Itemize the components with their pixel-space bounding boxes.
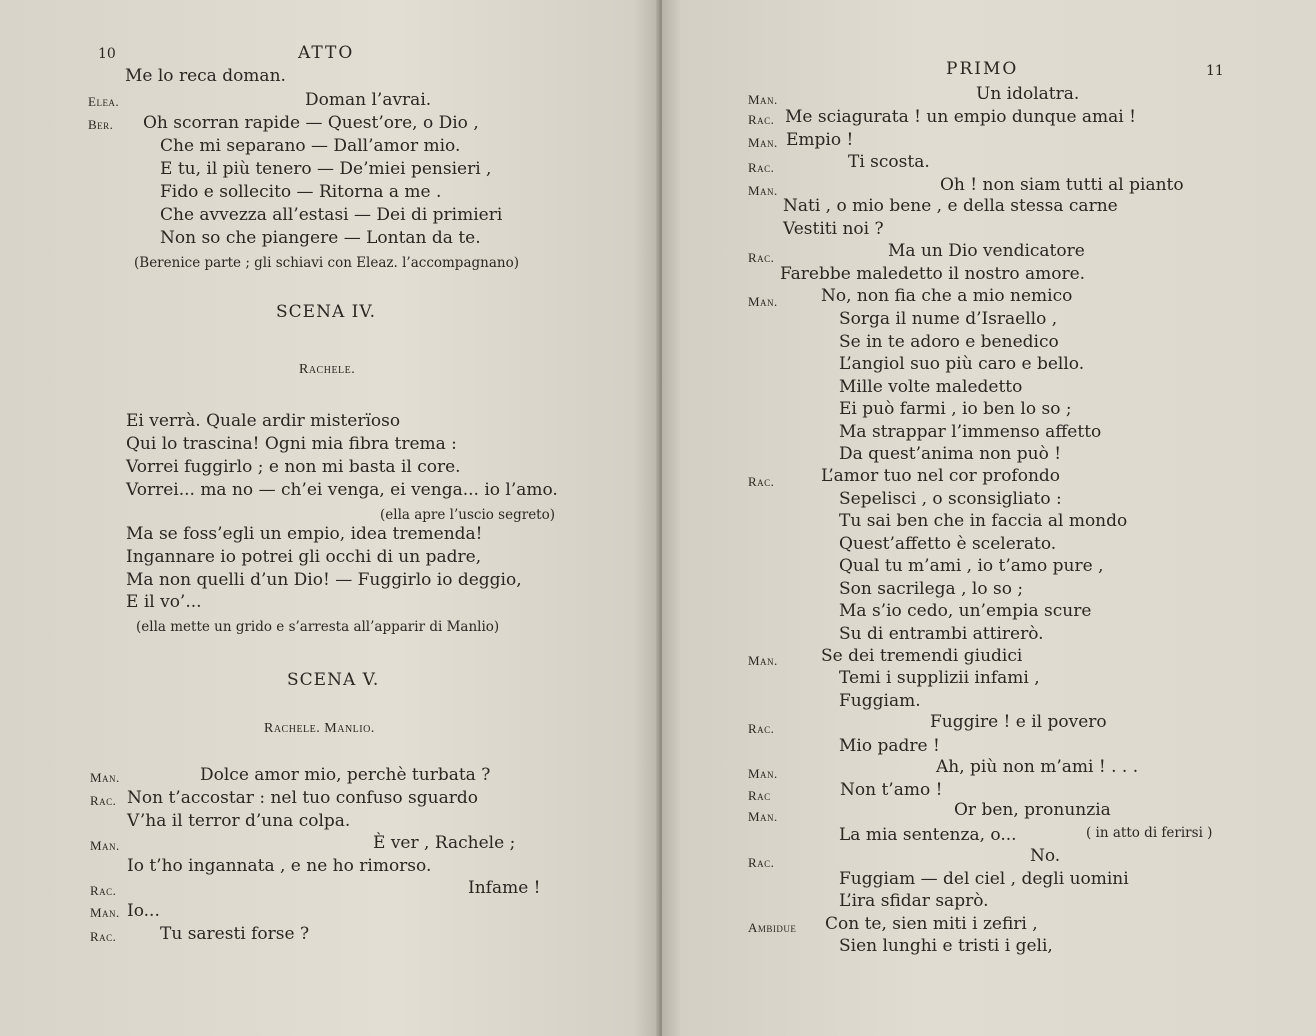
verse-line: Fido e sollecito — Ritorna a me .	[160, 182, 442, 202]
verse-line: È ver , Rachele ;	[373, 833, 516, 853]
verse-line: No, non fia che a mio nemico	[821, 286, 1073, 306]
running-head: PRIMO	[946, 59, 1019, 79]
verse-line: Da quest’anima non può !	[839, 444, 1062, 464]
speaker-label: Rac.	[748, 855, 775, 870]
verse-line: Non t’amo !	[840, 780, 943, 800]
stage-direction: (ella mette un grido e s’arresta all’apparir di Manlio)	[136, 619, 500, 635]
speaker-label: Man.	[90, 770, 120, 785]
verse-line: Sepelisci , o sconsigliato :	[839, 489, 1062, 509]
verse-line: Me sciagurata ! un empio dunque amai !	[785, 107, 1136, 127]
verse-line: L’amor tuo nel cor profondo	[821, 466, 1061, 486]
verse-line: Sorga il nume d’Israello ,	[839, 309, 1058, 329]
verse-line: Ah, più non m’ami ! . . .	[936, 757, 1139, 777]
verse-line: Dolce amor mio, perchè turbata ?	[200, 765, 491, 785]
verse-line: Ma s’io cedo, un’empia scure	[839, 601, 1092, 621]
verse-line: Ti scosta.	[848, 152, 930, 172]
speaker-label: Rac.	[748, 474, 775, 489]
scene-characters: Rachele. Manlio.	[264, 721, 375, 736]
verse-line: Sien lunghi e tristi i geli,	[839, 936, 1053, 956]
verse-line: No.	[1030, 846, 1061, 866]
verse-line: Qui lo trascina! Ogni mia fibra trema :	[126, 434, 457, 454]
verse-line: Me lo reca doman.	[125, 66, 286, 86]
speaker-label: Rac.	[748, 721, 775, 736]
scene-characters: Rachele.	[299, 362, 356, 377]
speaker-label: Man.	[90, 905, 120, 920]
speaker-label: Man.	[90, 838, 120, 853]
speaker-label: Ber.	[88, 117, 114, 132]
verse-line: Mille volte maledetto	[839, 377, 1023, 397]
verse-line: E tu, il più tenero — De’miei pensieri ,	[160, 159, 492, 179]
scene-title: SCENA V.	[287, 670, 380, 690]
speaker-label: Rac.	[90, 793, 117, 808]
scene-title: SCENA IV.	[276, 302, 377, 322]
speaker-label: Man.	[748, 135, 778, 150]
verse-line: Con te, sien miti i zefiri ,	[825, 914, 1038, 934]
verse-line: Io...	[127, 901, 160, 921]
verse-line: Non t’accostar : nel tuo confuso sguardo	[127, 788, 478, 808]
running-head: ATTO	[298, 43, 355, 63]
speaker-label: Rac.	[748, 160, 775, 175]
verse-line: Farebbe maledetto il nostro amore.	[780, 264, 1086, 284]
verse-line: Vorrei fuggirlo ; e non mi basta il core.	[126, 457, 461, 477]
verse-line: Ingannare io potrei gli occhi di un padre,	[126, 547, 482, 567]
verse-line: Fuggire ! e il povero	[930, 712, 1107, 732]
page-number: 11	[1206, 63, 1224, 79]
verse-line: Che avvezza all’estasi — Dei di primieri	[160, 205, 503, 225]
verse-line: Ma strappar l’immenso affetto	[839, 422, 1102, 442]
right-page	[662, 0, 1316, 1036]
speaker-label: Rac.	[748, 250, 775, 265]
verse-line: Ei verrà. Quale ardir misterïoso	[126, 411, 401, 431]
verse-line: Vestiti noi ?	[783, 219, 884, 239]
verse-line: Su di entrambi attirerò.	[839, 624, 1044, 644]
verse-line: Son sacrilega , lo so ;	[839, 579, 1024, 599]
speaker-label: Man.	[748, 809, 778, 824]
verse-line: Un idolatra.	[976, 84, 1080, 104]
verse-line: Non so che piangere — Lontan da te.	[160, 228, 481, 248]
verse-line: Infame !	[468, 878, 541, 898]
speaker-label: Rac	[748, 788, 771, 803]
speaker-label: Man.	[748, 92, 778, 107]
verse-line: Mio padre !	[839, 736, 940, 756]
verse-line: Temi i supplizii infami ,	[839, 668, 1040, 688]
verse-line: Io t’ho ingannata , e ne ho rimorso.	[127, 856, 432, 876]
verse-line: Oh scorran rapide — Quest’ore, o Dio ,	[143, 113, 479, 133]
verse-line: Qual tu m’ami , io t’amo pure ,	[839, 556, 1104, 576]
verse-line: Fuggiam.	[839, 691, 921, 711]
verse-line: Doman l’avrai.	[305, 90, 432, 110]
verse-line: V’ha il terror d’una colpa.	[127, 811, 351, 831]
verse-line: Se dei tremendi giudici	[821, 646, 1023, 666]
verse-line: Fuggiam — del ciel , degli uomini	[839, 869, 1129, 889]
verse-line: Tu saresti forse ?	[160, 924, 310, 944]
verse-line: Se in te adoro e benedico	[839, 332, 1059, 352]
verse-line: Ma se foss’egli un empio, idea tremenda!	[126, 524, 483, 544]
verse-line: Or ben, pronunzia	[954, 800, 1111, 820]
verse-line: Che mi separano — Dall’amor mio.	[160, 136, 461, 156]
verse-line: Empio !	[786, 130, 854, 150]
verse-line: Nati , o mio bene , e della stessa carne	[783, 196, 1118, 216]
verse-line: Quest’affetto è scelerato.	[839, 534, 1057, 554]
speaker-label: Man.	[748, 653, 778, 668]
verse-line: Tu sai ben che in faccia al mondo	[839, 511, 1128, 531]
speaker-label: Rac.	[748, 112, 775, 127]
speaker-label: Man.	[748, 766, 778, 781]
speaker-label: Rac.	[90, 883, 117, 898]
speaker-label: Elea.	[88, 94, 120, 109]
speaker-label: Man.	[748, 183, 778, 198]
verse-line: Ma non quelli d’un Dio! — Fuggirlo io deggio,	[126, 570, 522, 590]
speaker-label: Ambidue	[748, 920, 797, 935]
speaker-label: Man.	[748, 294, 778, 309]
verse-line: Ei può farmi , io ben lo so ;	[839, 399, 1072, 419]
verse-line: Ma un Dio vendicatore	[888, 241, 1085, 261]
speaker-label: Rac.	[90, 929, 117, 944]
verse-line: La mia sentenza, o...	[839, 825, 1017, 845]
verse-line: E il vo’...	[126, 592, 202, 612]
stage-direction: ( in atto di ferirsi )	[1086, 825, 1213, 841]
stage-direction: (Berenice parte ; gli schiavi con Eleaz. l’accompagnano)	[134, 255, 519, 271]
verse-line: Vorrei... ma no — ch’ei venga, ei venga... io l’amo.	[126, 480, 558, 500]
verse-line: L’ira sfidar saprò.	[839, 891, 989, 911]
verse-line: Oh ! non siam tutti al pianto	[940, 175, 1184, 195]
verse-line: L’angiol suo più caro e bello.	[839, 354, 1085, 374]
stage-direction: (ella apre l’uscio segreto)	[380, 507, 556, 523]
page-number: 10	[98, 46, 116, 62]
